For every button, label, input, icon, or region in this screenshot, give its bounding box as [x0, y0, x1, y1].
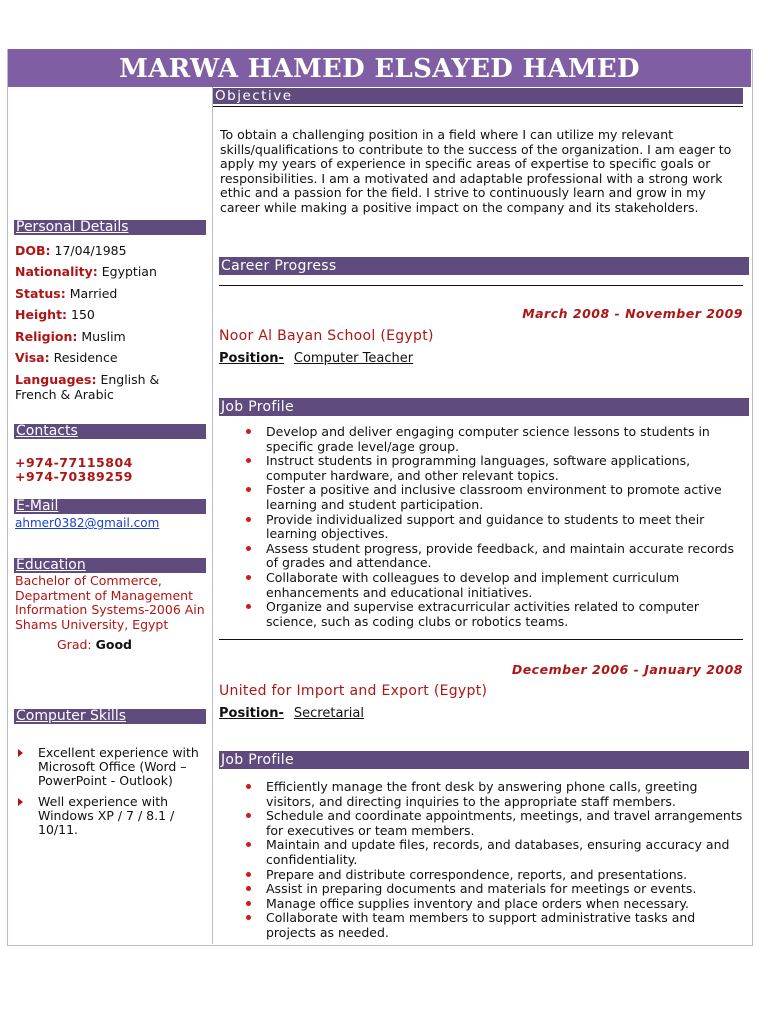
computer-skills-heading: Computer Skills	[14, 709, 206, 724]
objective-rule	[213, 106, 743, 107]
personal-status	[15, 287, 207, 302]
languages-value: English & French & Arabic	[15, 372, 160, 402]
education-degree: Bachelor of Commerce, Department of Management Information Systems-2006 Ain Shams University, Egypt	[15, 573, 205, 632]
duty-item: Instruct students in programming languages, software applications, computer hardware, and other relevant topics.	[246, 454, 746, 483]
height-label: Height:	[15, 307, 68, 322]
duty-item: Assist in preparing documents and materials for meetings or events.	[246, 882, 746, 897]
duty-item: Collaborate with team members to support administrative tasks and projects as needed.	[246, 911, 746, 940]
duty-item: Manage office supplies inventory and place orders when necessary.	[246, 897, 746, 912]
duty-item: Maintain and update files, records, and databases, ensuring accuracy and confidentiality.	[246, 838, 746, 867]
skill-item: Well experience with Windows XP / 7 / 8.1 / 10/11.	[15, 795, 210, 837]
position-value: Computer Teacher	[293, 351, 414, 366]
nationality-label: Nationality:	[15, 264, 98, 279]
contacts-heading: Contacts	[14, 424, 206, 439]
job-1-dates: March 2008 - November 2009	[522, 306, 743, 321]
nationality-value: Egyptian	[101, 264, 157, 279]
status-value: Married	[69, 286, 118, 301]
column-divider	[212, 87, 213, 944]
religion-value: Muslim	[81, 329, 126, 344]
candidate-name: MARWA HAMED ELSAYED HAMED	[8, 49, 751, 87]
personal-visa	[15, 351, 207, 366]
duty-item: Prepare and distribute correspondence, reports, and presentations.	[246, 868, 746, 883]
personal-details-heading: Personal Details	[14, 220, 206, 235]
objective-heading: Objective	[213, 88, 743, 104]
personal-nationality	[15, 265, 207, 280]
skill-item: Excellent experience with Microsoft Office (Word – PowerPoint - Outlook)	[15, 746, 210, 788]
status-label: Status:	[15, 286, 66, 301]
email-heading: E-Mail	[14, 499, 206, 514]
education-grade	[57, 638, 249, 653]
email-link[interactable]: ahmer0382@gmail.com	[15, 516, 160, 530]
job-1-duties	[246, 425, 746, 629]
duty-item: Develop and deliver engaging computer science lessons to students in specific grade level/age group.	[246, 425, 746, 454]
job-1-profile-heading: Job Profile	[219, 398, 749, 416]
personal-height	[15, 308, 207, 323]
height-value: 150	[71, 307, 95, 322]
languages-label: Languages:	[15, 372, 97, 387]
section-rule	[219, 639, 743, 640]
job-2-position	[219, 706, 364, 721]
objective-text: To obtain a challenging position in a field where I can utilize my relevant skills/qualifications to contribute to the success of the organization. I am eager to apply my years of experience in specific areas of expertise to specific goals or responsibilities. I am a motivated and adaptable professional with a strong work ethic and a passion for the field. I strive to continuously learn and grow in my career while making a positive impact on the company and its stakeholders.	[220, 127, 732, 215]
career-progress-heading: Career Progress	[219, 257, 749, 275]
religion-label: Religion:	[15, 329, 78, 344]
grade-label: Grad:	[57, 637, 92, 652]
section-rule	[219, 285, 743, 286]
position-value: Secretarial	[293, 706, 364, 721]
education-heading: Education	[14, 558, 206, 573]
dob-value: 17/04/1985	[54, 243, 127, 258]
personal-languages	[15, 373, 180, 402]
duty-item: Provide individualized support and guidance to students to meet their learning objectives.	[246, 513, 746, 542]
job-2-duties	[246, 780, 746, 941]
duty-item: Efficiently manage the front desk by answering phone calls, greeting visitors, and directing inquiries to the appropriate staff members.	[246, 780, 746, 809]
job-1-company: Noor Al Bayan School (Egypt)	[219, 328, 434, 344]
phone-2[interactable]: +974-70389259	[15, 469, 133, 484]
position-label: Position-	[219, 351, 284, 366]
visa-label: Visa:	[15, 350, 50, 365]
duty-item: Foster a positive and inclusive classroom environment to promote active learning and student participation.	[246, 483, 746, 512]
job-2-profile-heading: Job Profile	[219, 751, 749, 769]
job-2-company: United for Import and Export (Egypt)	[219, 683, 488, 699]
position-label: Position-	[219, 706, 284, 721]
duty-item: Organize and supervise extracurricular activities related to computer science, such as coding clubs or robotics teams.	[246, 600, 746, 629]
duty-item: Collaborate with colleagues to develop and implement curriculum enhancements and educational initiatives.	[246, 571, 746, 600]
duty-item: Schedule and coordinate appointments, meetings, and travel arrangements for executives or team members.	[246, 809, 746, 838]
grade-value: Good	[95, 637, 133, 652]
job-2-dates: December 2006 - January 2008	[511, 662, 743, 677]
computer-skills-list	[15, 746, 210, 844]
email-row	[15, 516, 207, 531]
duty-item: Assess student progress, provide feedback, and maintain accurate records of grades and attendance.	[246, 542, 746, 571]
personal-dob	[15, 244, 207, 259]
visa-value: Residence	[53, 350, 118, 365]
phone-1[interactable]: +974-77115804	[15, 455, 133, 470]
dob-label: DOB:	[15, 243, 51, 258]
job-1-position	[219, 351, 413, 366]
personal-religion	[15, 330, 207, 345]
